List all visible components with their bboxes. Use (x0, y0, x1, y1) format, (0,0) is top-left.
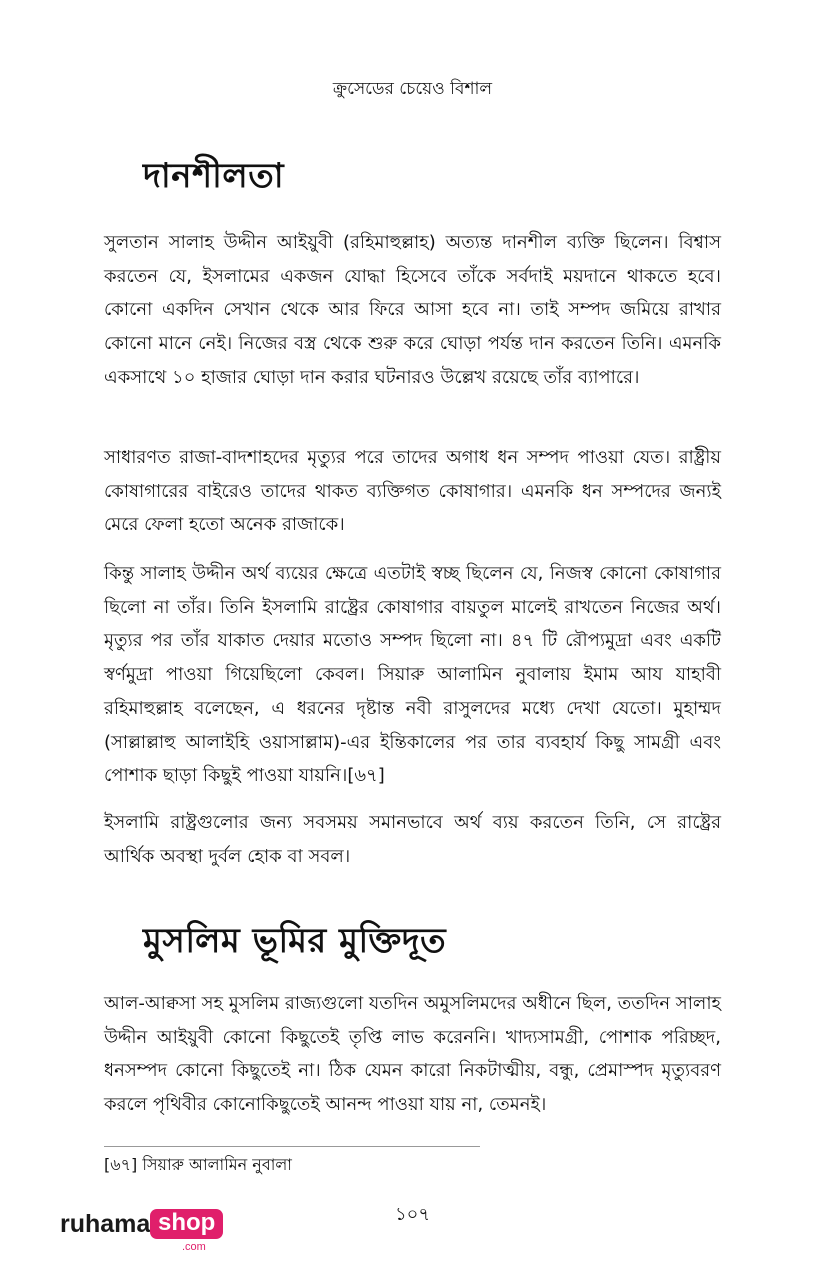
section-title-liberator: মুসলিম ভূমির মুক্তিদূত (143, 921, 447, 961)
running-header: ক্রুসেডের চেয়েও বিশাল (332, 79, 493, 99)
paragraph: কিন্তু সালাহ উদ্দীন অর্থ ব্যয়ের ক্ষেত্রে এতটাই স্বচ্ছ ছিলেন যে, নিজস্ব কোনো কোষাগার ছিলো না তাঁর। তিনি ইসলামি রাষ্ট্রের কোষাগার বায়তুল মালেই রাখতেন নিজের অর্থ। মৃত্যুর পর তাঁর যাকাত দেয়ার মতোও সম্পদ ছিলো না। ৪৭ টি রৌপ্যমুদ্রা এবং একটি স্বর্ণমুদ্রা পাওয়া গিয়েছিলো কেবল। সিয়ারু আলামিন নুবালায় ইমাম আয যাহাবী রহিমাহুল্লাহ বলেছেন, এ ধরনের দৃষ্টান্ত নবী রাসুলদের মধ্যে দেখা যেতো। মুহাম্মদ (সাল্লাল্লাহু আলাইহি ওয়াসাল্লাম)-এর ইন্তিকালের পর তার ব্যবহার্য কিছু সামগ্রী এবং পোশাক ছাড়া কিছুই পাওয়া যায়নি।[৬৭] (104, 563, 721, 787)
paragraph: ইসলামি রাষ্ট্রগুলোর জন্য সবসময় সমানভাবে অর্থ ব্যয় করতেন তিনি, সে রাষ্ট্রের আর্থিক অবস্থা দুর্বল হোক বা সবল। (104, 812, 722, 867)
paragraph: সুলতান সালাহ উদ্দীন আইয়ুবী (রহিমাহুল্লাহ) অত্যন্ত দানশীল ব্যক্তি ছিলেন। বিশ্বাস করতেন যে, ইসলামের একজন যোদ্ধা হিসেবে তাঁকে সর্বদাই ময়দানে থাকতে হবে। কোনো একদিন সেখান থেকে আর ফিরে আসা হবে না। তাই সম্পদ জমিয়ে রাখার কোনো মানে নেই। নিজের বস্ত্র থেকে শুরু করে ঘোড়া পর্যন্ত দান করতেন তিনি। এমনকি একসাথে ১০ হাজার ঘোড়া দান করার ঘটনারও উল্লেখ রয়েছে তাঁর ব্যাপারে। (104, 232, 721, 388)
footnote-divider (104, 1146, 480, 1147)
paragraph: সাধারণত রাজা-বাদশাহদের মৃত্যুর পরে তাদের অগাধ ধন সম্পদ পাওয়া যেত। রাষ্ট্রীয় কোষাগারের বাইরেও তাদের থাকত ব্যক্তিগত কোষাগার। এমনকি ধন সম্পদের জন্যই মেরে ফেলা হতো অনেক রাজাকে। (104, 447, 721, 536)
logo-shop-badge: shop (150, 1209, 223, 1239)
footnote: [৬৭] সিয়ারু আলামিন নুবালা (104, 1155, 292, 1174)
section-title-generosity: দানশীলতা (143, 156, 285, 196)
page-number: ১০৭ (394, 1204, 431, 1225)
paragraph: আল-আক্বসা সহ মুসলিম রাজ্যগুলো যতদিন অমুসলিমদের অধীনে ছিল, ততদিন সালাহ উদ্দীন আইয়ুবী কোনো কিছুতেই তৃপ্তি লাভ করেননি। খাদ্যসামগ্রী, পোশাক পরিচ্ছদ, ধনসম্পদ কোনো কিছুতেই না। ঠিক যেমন কারো নিকটাত্মীয়, বন্ধু, প্রেমাস্পদ মৃত্যুবরণ করলে পৃথিবীর কোনোকিছুতেই আনন্দ পাওয়া যায় না, তেমনই। (104, 993, 721, 1116)
logo-brand-text: ruhama (60, 1210, 151, 1238)
logo-domain-text: .com (182, 1241, 206, 1253)
